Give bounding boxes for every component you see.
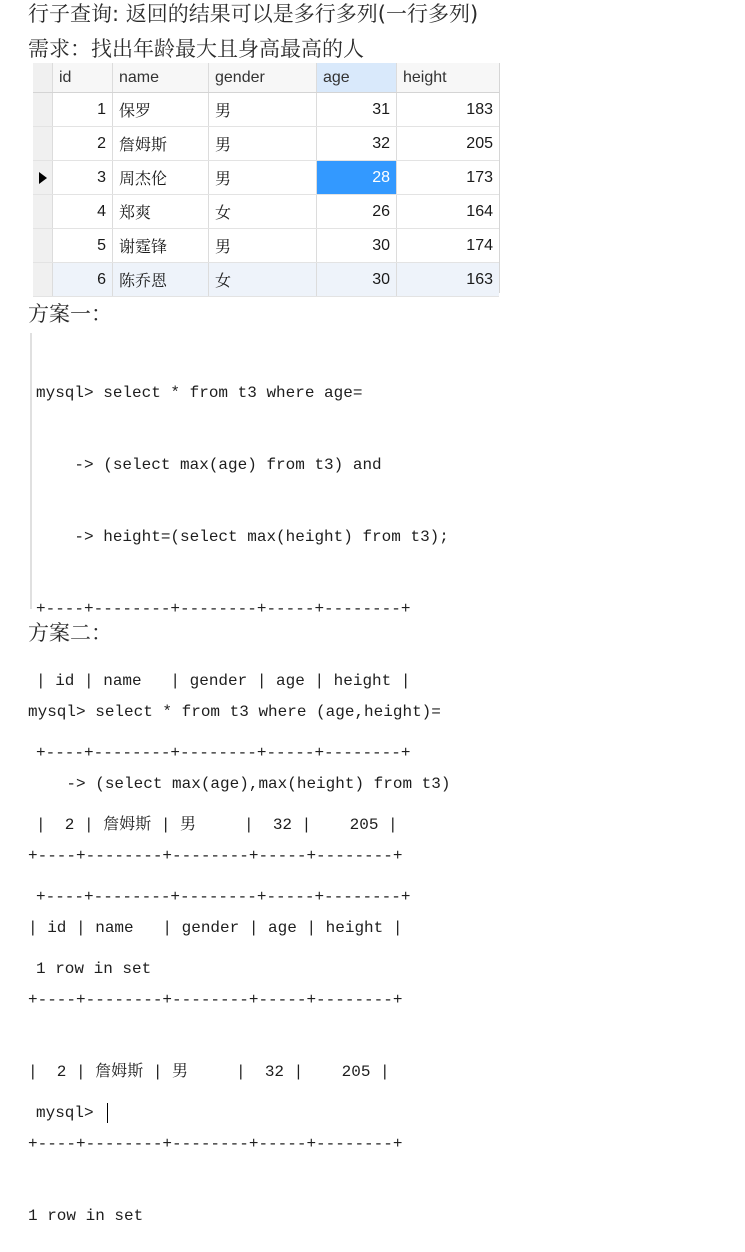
row-indicator[interactable] <box>33 161 53 194</box>
plan2-terminal <box>28 652 450 1252</box>
cell-age[interactable]: 30 <box>317 229 397 262</box>
cell-name[interactable]: 谢霆锋 <box>113 229 209 262</box>
cell-height[interactable]: 163 <box>466 270 493 288</box>
cell-age[interactable]: 30 <box>317 263 397 296</box>
table-row[interactable] <box>33 93 499 127</box>
result-grid <box>33 63 500 293</box>
result-row: | 2 | 詹姆斯 | 男 | 32 | 205 | <box>28 1063 390 1081</box>
mysql-prompt: mysql> <box>36 1104 104 1122</box>
row-indicator[interactable] <box>33 195 53 228</box>
table-border: +----+--------+--------+-----+--------+ <box>36 744 411 762</box>
cell-height[interactable]: 173 <box>466 168 493 186</box>
table-row[interactable] <box>33 263 499 297</box>
query-line: -> (select max(age) from t3) and <box>36 456 382 474</box>
grid-header <box>33 63 499 93</box>
terminal-left-border <box>30 333 32 609</box>
column-header-age[interactable]: age <box>317 63 397 92</box>
query-line: -> height=(select max(height) from t3); <box>36 528 449 546</box>
cell-id[interactable]: 3 <box>53 161 113 194</box>
cell-id[interactable]: 2 <box>53 127 113 160</box>
query-line: -> (select max(age),max(height) from t3) <box>28 775 451 793</box>
row-indicator[interactable] <box>33 263 53 296</box>
cell-gender[interactable]: 男 <box>209 161 317 194</box>
cell-name[interactable]: 郑爽 <box>113 195 209 228</box>
table-row-current[interactable] <box>33 161 499 195</box>
row-indicator-header <box>33 63 53 92</box>
cell-id[interactable]: 5 <box>53 229 113 262</box>
table-border: +----+--------+--------+-----+--------+ <box>36 600 411 618</box>
requirement-text: 需求：找出年龄最大且身高最高的人 <box>28 37 364 61</box>
cell-height[interactable]: 164 <box>466 202 493 220</box>
result-header: | id | name | gender | age | height | <box>28 919 403 937</box>
table-border: +----+--------+--------+-----+--------+ <box>28 847 403 865</box>
cell-height[interactable]: 205 <box>466 134 493 152</box>
plan2-heading: 方案二： <box>28 621 112 645</box>
cell-id[interactable]: 1 <box>53 93 113 126</box>
column-header-gender[interactable]: gender <box>209 63 317 92</box>
cell-name[interactable]: 詹姆斯 <box>113 127 209 160</box>
table-row[interactable] <box>33 195 499 229</box>
result-count: 1 row in set <box>28 1207 144 1225</box>
cell-height[interactable]: 174 <box>466 236 493 254</box>
cell-gender[interactable]: 男 <box>209 93 317 126</box>
query-line: mysql> select * from t3 where age= <box>36 384 363 402</box>
table-row[interactable] <box>33 229 499 263</box>
cell-height[interactable]: 183 <box>466 100 493 118</box>
cell-id[interactable]: 6 <box>53 263 113 296</box>
cell-gender[interactable]: 男 <box>209 127 317 160</box>
result-count: 1 row in set <box>36 960 152 978</box>
cell-age[interactable]: 26 <box>317 195 397 228</box>
query-line: mysql> select * from t3 where (age,height)= <box>28 703 441 721</box>
column-header-id[interactable]: id <box>53 63 113 92</box>
cell-id[interactable]: 4 <box>53 195 113 228</box>
cell-age[interactable]: 31 <box>317 93 397 126</box>
column-header-height[interactable]: height <box>403 68 447 86</box>
cell-name[interactable]: 陈乔恩 <box>113 263 209 296</box>
result-header: | id | name | gender | age | height | <box>36 672 411 690</box>
result-row: | 2 | 詹姆斯 | 男 | 32 | 205 | <box>36 816 398 834</box>
cell-name[interactable]: 周杰伦 <box>113 161 209 194</box>
plan1-heading: 方案一： <box>28 302 112 326</box>
cell-name[interactable]: 保罗 <box>113 93 209 126</box>
intro-title: 行子查询: 返回的结果可以是多行多列(一行多列) <box>28 2 479 26</box>
table-border: +----+--------+--------+-----+--------+ <box>36 888 411 906</box>
column-header-name[interactable]: name <box>113 63 209 92</box>
cell-age[interactable]: 32 <box>317 127 397 160</box>
cell-age-selected[interactable]: 28 <box>317 161 397 194</box>
table-border: +----+--------+--------+-----+--------+ <box>28 991 403 1009</box>
table-row[interactable] <box>33 127 499 161</box>
cell-gender[interactable]: 女 <box>209 195 317 228</box>
row-indicator[interactable] <box>33 229 53 262</box>
row-indicator[interactable] <box>33 93 53 126</box>
table-border: +----+--------+--------+-----+--------+ <box>28 1135 403 1153</box>
current-row-arrow-icon <box>39 172 47 184</box>
cell-gender[interactable]: 男 <box>209 229 317 262</box>
row-indicator[interactable] <box>33 127 53 160</box>
cell-gender[interactable]: 女 <box>209 263 317 296</box>
